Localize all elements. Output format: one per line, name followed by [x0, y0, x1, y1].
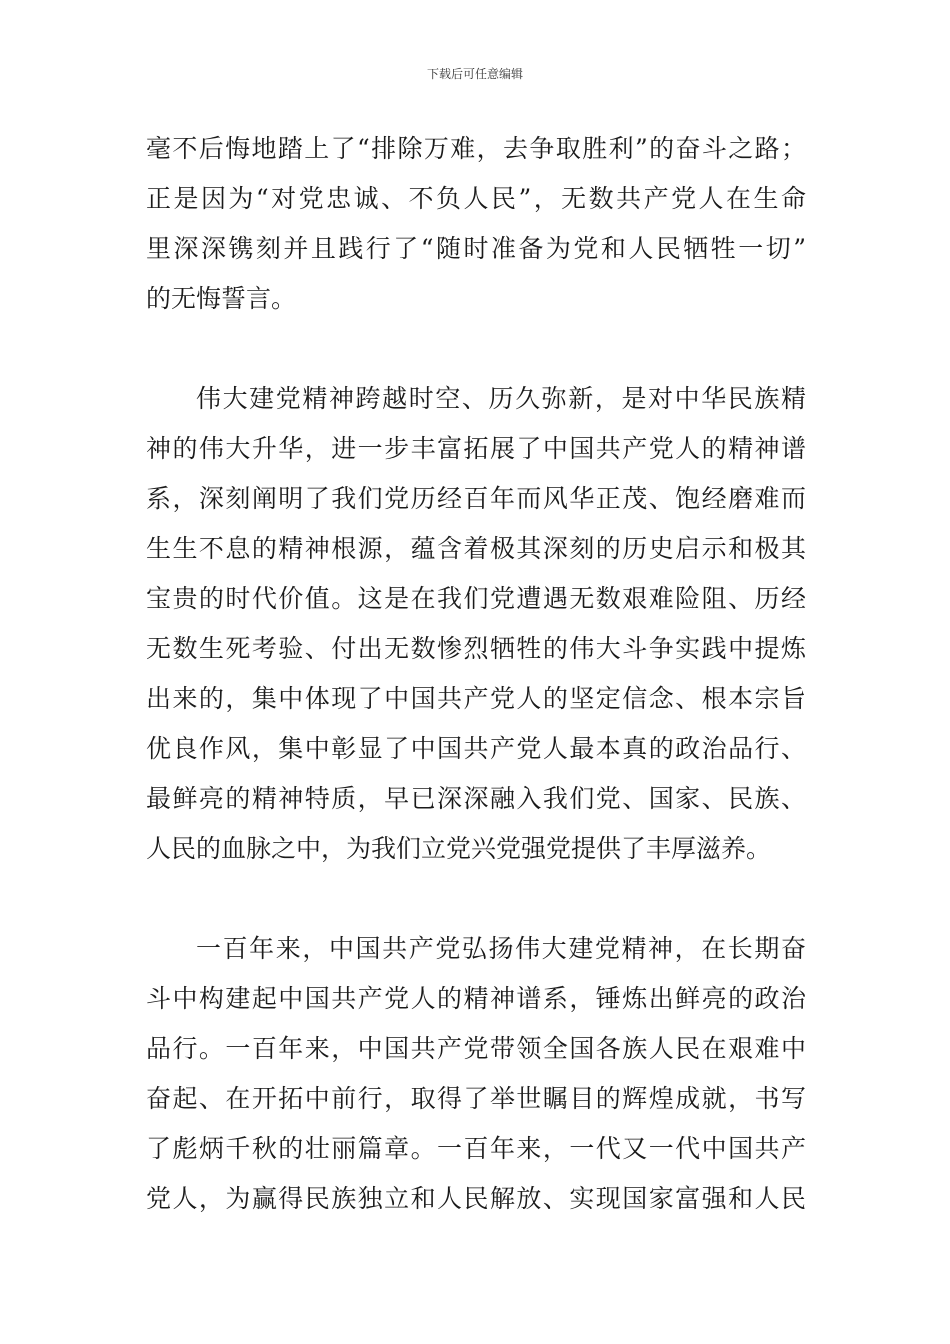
- paragraph-line: 里深深镌刻并且践行了“随时准备为党和人民牺牲一切”: [146, 234, 806, 263]
- paragraph-line: 的无悔誓言。: [146, 284, 297, 313]
- paragraph-line: 一百年来，中国共产党弘扬伟大建党精神，在长期奋: [196, 934, 806, 963]
- paragraph-line: 了彪炳千秋的壮丽篇章。一百年来，一代又一代中国共产: [146, 1134, 806, 1163]
- paragraph-line: 无数生死考验、付出无数惨烈牺牲的伟大斗争实践中提炼: [146, 634, 806, 663]
- paragraph-line: 出来的，集中体现了中国共产党人的坚定信念、根本宗旨: [146, 684, 806, 713]
- page-header-note: 下载后可任意编辑: [426, 67, 523, 81]
- paragraph-line: 人民的血脉之中，为我们立党兴党强党提供了丰厚滋养。: [146, 834, 772, 863]
- paragraph-line: 毫不后悔地踏上了“排除万难，去争取胜利”的奋斗之路；: [146, 134, 806, 163]
- paragraph-line: 生生不息的精神根源，蕴含着极其深刻的历史启示和极其: [146, 534, 806, 563]
- paragraph-line: 品行。一百年来，中国共产党带领全国各族人民在艰难中: [146, 1034, 806, 1063]
- paragraph-line: 优良作风，集中彰显了中国共产党人最本真的政治品行、: [146, 734, 806, 763]
- paragraph-line: 最鲜亮的精神特质，早已深深融入我们党、国家、民族、: [146, 784, 806, 813]
- paragraph-line: 系，深刻阐明了我们党历经百年而风华正茂、饱经磨难而: [146, 484, 806, 513]
- paragraph-line: 党人，为赢得民族独立和人民解放、实现国家富强和人民: [146, 1184, 806, 1213]
- paragraph-line: 宝贵的时代价值。这是在我们党遭遇无数艰难险阻、历经: [146, 584, 806, 613]
- paragraph-line: 奋起、在开拓中前行，取得了举世瞩目的辉煌成就，书写: [146, 1084, 806, 1113]
- paragraph-line: 正是因为“对党忠诚、不负人民”，无数共产党人在生命: [146, 184, 806, 213]
- paragraph-line: 斗中构建起中国共产党人的精神谱系，锤炼出鲜亮的政治: [146, 984, 806, 1013]
- paragraph-line: 伟大建党精神跨越时空、历久弥新，是对中华民族精: [196, 384, 806, 413]
- paragraph-line: 神的伟大升华，进一步丰富拓展了中国共产党人的精神谱: [146, 434, 806, 463]
